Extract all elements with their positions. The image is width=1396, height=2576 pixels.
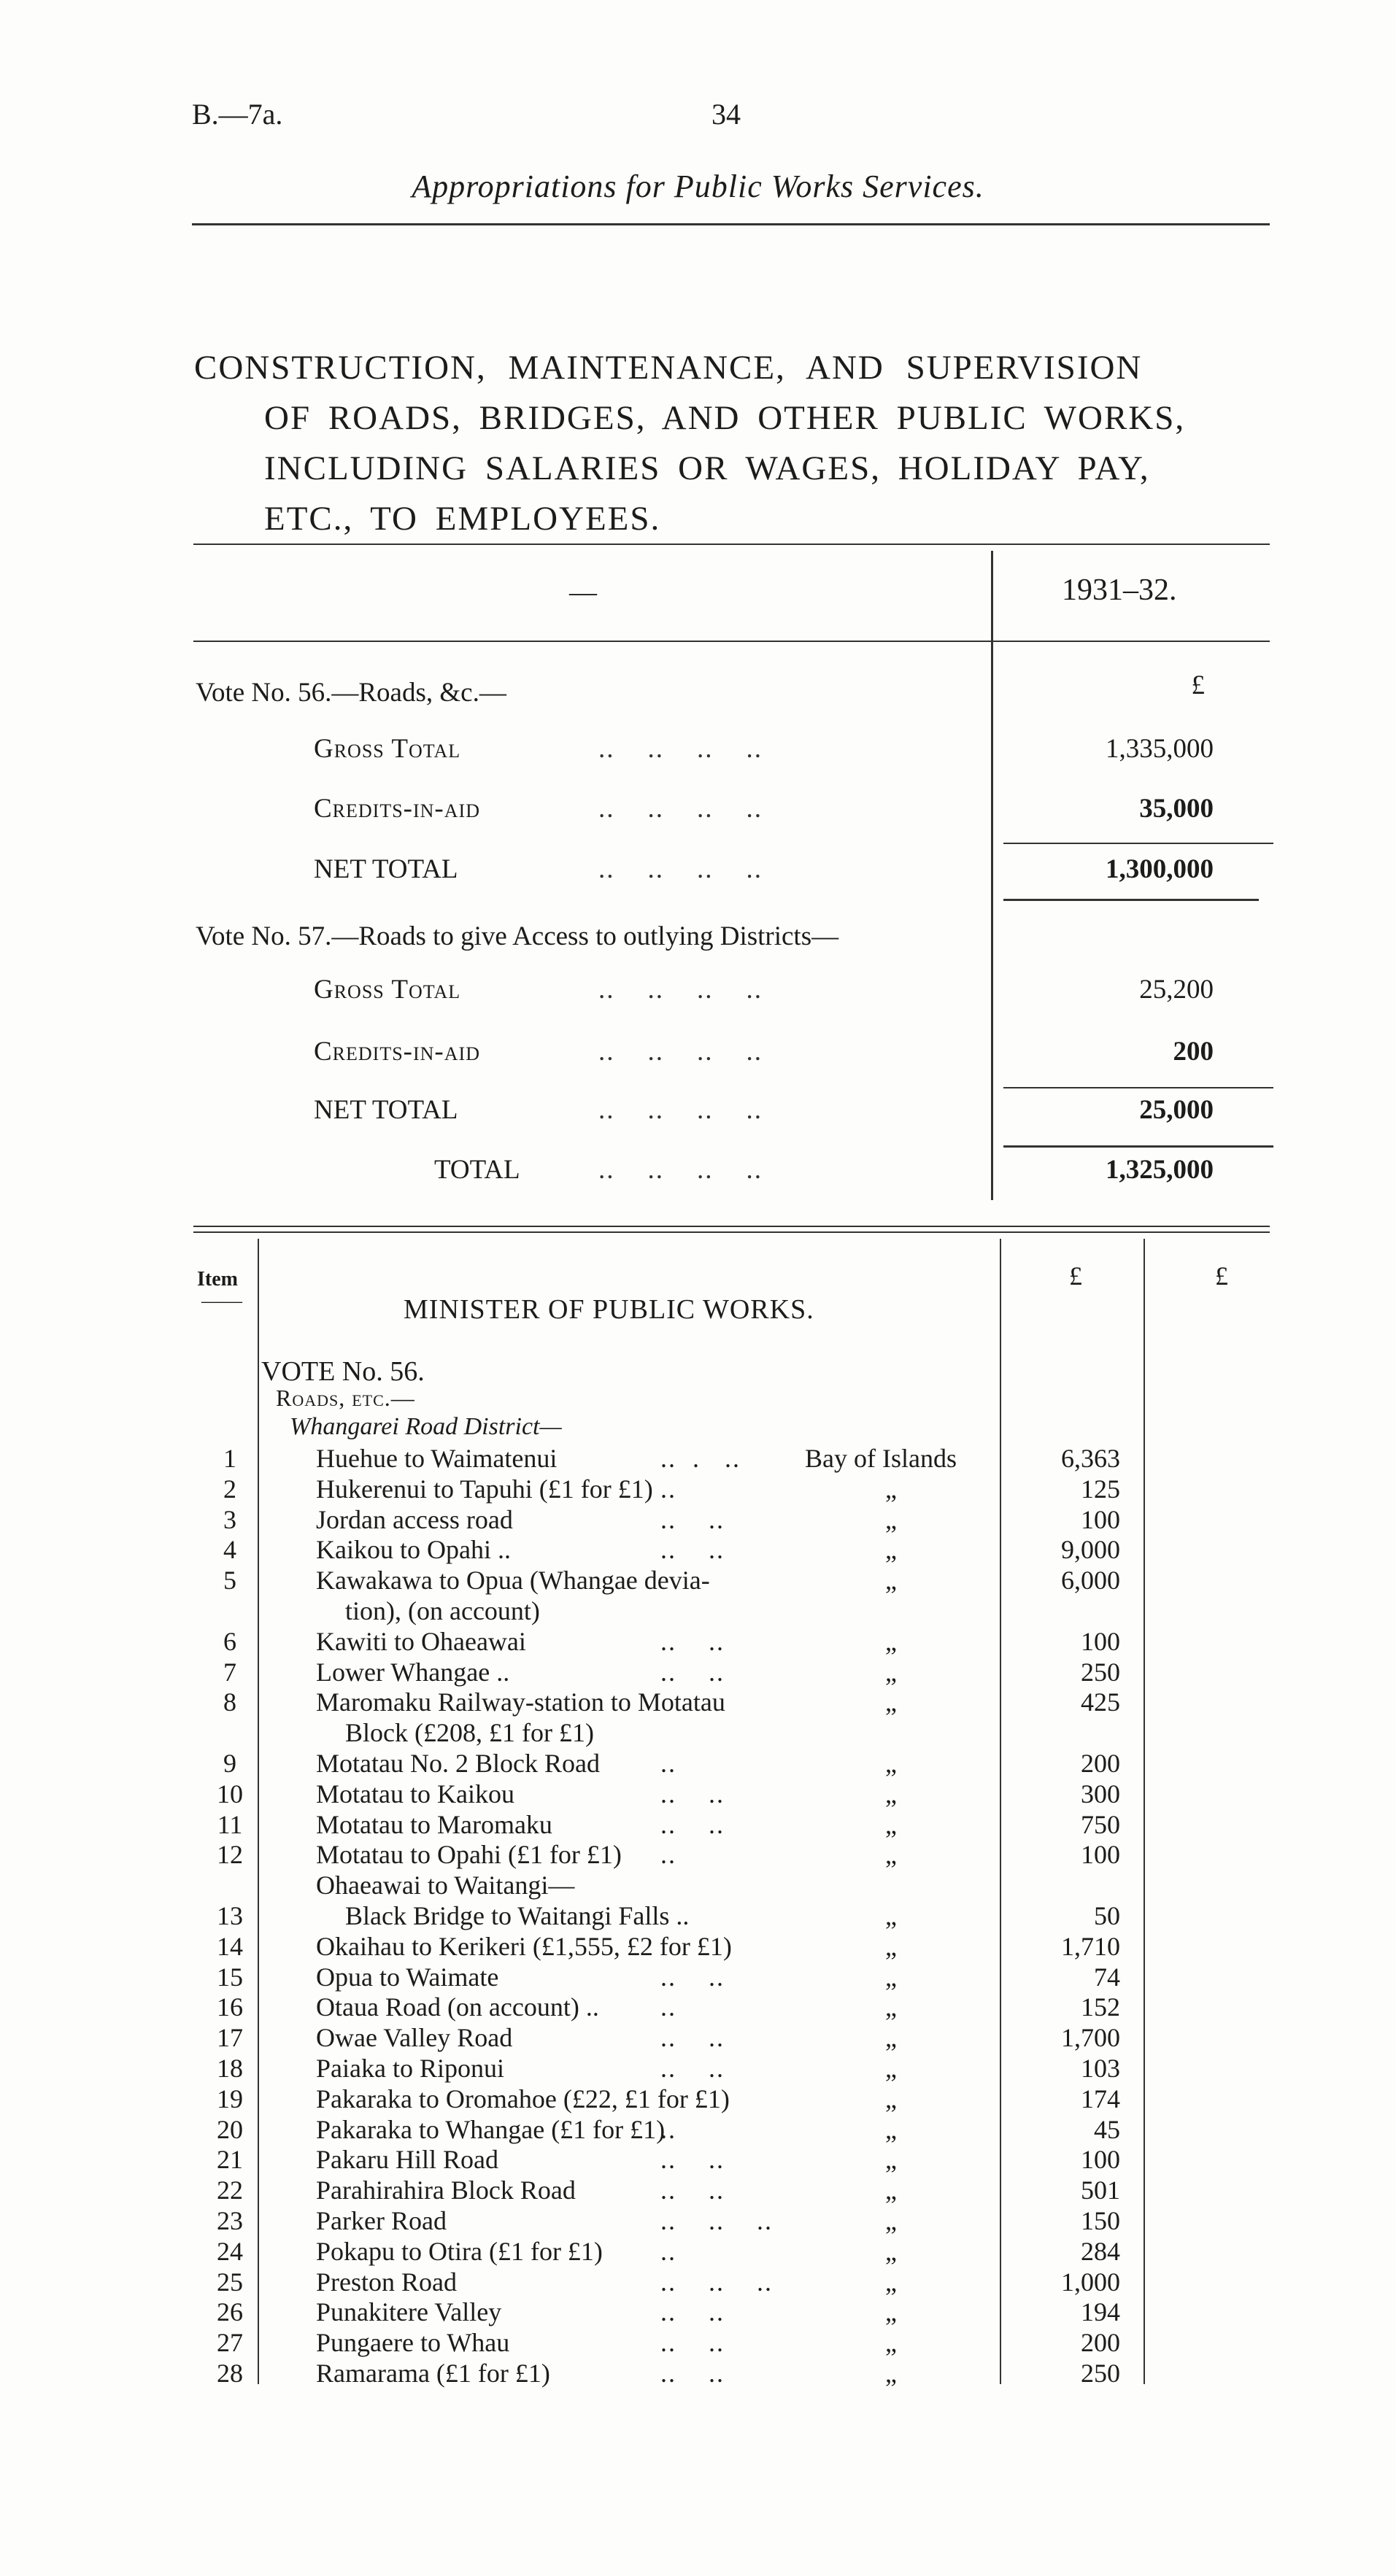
- detail-double-rule-bottom: [193, 1231, 1270, 1233]
- table-row: [0, 1748, 1396, 1779]
- dot-leader: .. ..: [660, 2328, 725, 2358]
- summary-top-rule: [193, 544, 1270, 545]
- vote57-net-rule: [1003, 1087, 1273, 1088]
- table-row: [0, 1900, 1396, 1931]
- item-amount: 200: [1081, 2328, 1120, 2358]
- table-row: [0, 2084, 1396, 2114]
- item-district: „: [885, 1626, 897, 1656]
- header-rule: [192, 223, 1270, 225]
- vote57-credits-label: Credits-in-aid: [314, 1037, 480, 1067]
- heading-line-2: OF ROADS, BRIDGES, AND OTHER PUBLIC WORKS,: [264, 399, 1186, 437]
- table-row: [0, 1931, 1396, 1962]
- dot-leader: ..: [660, 1749, 676, 1778]
- item-amount: 200: [1081, 1749, 1120, 1778]
- detail-double-rule-top: [193, 1226, 1270, 1227]
- item-amount: 174: [1081, 2084, 1120, 2113]
- vote57-net-label: NET TOTAL: [314, 1095, 458, 1125]
- vote56-net-value: 1,300,000: [1106, 854, 1214, 884]
- item-amount: 100: [1081, 1626, 1120, 1656]
- table-row: [0, 2114, 1396, 2145]
- dot-leader: ..: [660, 2114, 676, 2144]
- item-description: Preston Road: [316, 2267, 457, 2297]
- item-description: Opua to Waimate: [316, 1962, 499, 1992]
- dot-leader: .. ..: [660, 1962, 725, 1992]
- item-district: „: [885, 2206, 897, 2235]
- col-item-header: Item: [197, 1268, 238, 1291]
- table-row: [0, 1474, 1396, 1504]
- item-district: „: [885, 2236, 897, 2266]
- dot-leader: .. ..: [660, 2359, 725, 2388]
- item-district: „: [885, 1535, 897, 1565]
- item-district: „: [885, 1504, 897, 1534]
- item-description: Black Bridge to Waitangi Falls ..: [345, 1901, 690, 1930]
- item-amount: 6,363: [1061, 1444, 1120, 1473]
- item-amount: 6,000: [1061, 1566, 1120, 1596]
- district-heading: Whangarei Road District—: [290, 1413, 562, 1440]
- item-number: 23: [217, 2206, 243, 2235]
- item-number: 14: [217, 1931, 243, 1961]
- vote56-net-row: [0, 854, 1396, 897]
- grand-total-row: [0, 1154, 1396, 1198]
- heading-line-1: CONSTRUCTION, MAINTENANCE, AND SUPERVISION: [194, 349, 1143, 387]
- item-amount: 45: [1094, 2114, 1120, 2144]
- item-amount: 100: [1081, 1504, 1120, 1534]
- dot-leader: .. ..: [660, 2175, 725, 2205]
- item-district: „: [885, 2175, 897, 2205]
- item-district: „: [885, 1474, 897, 1504]
- item-district: „: [885, 1687, 897, 1717]
- heading-line-4: ETC., TO EMPLOYEES.: [264, 500, 661, 538]
- dot-leader: .. ..: [660, 2145, 725, 2175]
- vote-heading: VOTE No. 56.: [261, 1356, 425, 1387]
- item-district: „: [885, 1931, 897, 1961]
- table-row: [0, 2297, 1396, 2327]
- summary-col-year: 1931–32.: [1062, 573, 1177, 607]
- table-row: [0, 1565, 1396, 1596]
- item-district: „: [885, 1840, 897, 1870]
- item-description: Parker Road: [316, 2206, 447, 2235]
- item-description: Hukerenui to Tapuhi (£1 for £1): [316, 1474, 653, 1504]
- item-number: 11: [217, 1809, 243, 1839]
- vote56-net-rule: [1003, 843, 1273, 844]
- item-description: Motatau to Opahi (£1 for £1): [316, 1840, 622, 1870]
- table-row: [0, 1534, 1396, 1565]
- table-row: [0, 2327, 1396, 2358]
- dot-leader: .. ..: [660, 2297, 725, 2327]
- dot-leader: .. ..: [660, 1626, 725, 1656]
- item-amount: 152: [1081, 1992, 1120, 2022]
- page-title: Appropriations for Public Works Services.: [412, 169, 984, 204]
- vote56-credits-value: 35,000: [1139, 794, 1214, 824]
- item-description: Lower Whangae ..: [316, 1657, 510, 1687]
- summary-header-rule: [193, 641, 1270, 642]
- dot-leader: .. .. .. ..: [598, 1095, 763, 1125]
- item-district: „: [885, 1962, 897, 1992]
- item-description: Kaikou to Opahi ..: [316, 1535, 511, 1565]
- item-number: 24: [217, 2236, 243, 2266]
- item-amount: 300: [1081, 1779, 1120, 1809]
- item-amount: 750: [1081, 1809, 1120, 1839]
- item-number: 4: [223, 1535, 236, 1565]
- item-district: „: [885, 1749, 897, 1778]
- item-district: „: [885, 2359, 897, 2388]
- item-district: „: [885, 2084, 897, 2113]
- item-description: Jordan access road: [316, 1504, 513, 1534]
- dot-leader: ..: [660, 1840, 676, 1870]
- item-district: „: [885, 1901, 897, 1930]
- vote56-label-row: [0, 677, 1396, 721]
- item-description: Maromaku Railway-station to Motatau: [316, 1687, 725, 1717]
- item-number: 1: [223, 1444, 236, 1473]
- dot-leader: .. ..: [660, 1504, 725, 1534]
- dot-leader: ..: [660, 1474, 676, 1504]
- item-number: 17: [217, 2023, 243, 2053]
- table-row: [0, 2205, 1396, 2236]
- table-row: [0, 1809, 1396, 1840]
- table-row: [0, 1626, 1396, 1657]
- item-description: Okaihau to Kerikeri (£1,555, £2 for £1): [316, 1931, 732, 1961]
- item-description: Owae Valley Road: [316, 2023, 513, 2053]
- item-number: 27: [217, 2328, 243, 2358]
- item-description-continued: Block (£208, £1 for £1): [345, 1718, 594, 1748]
- item-amount: 425: [1081, 1687, 1120, 1717]
- item-description: Motatau to Maromaku: [316, 1809, 552, 1839]
- table-row: [0, 1992, 1396, 2022]
- item-amount: 50: [1094, 1901, 1120, 1930]
- item-amount: 150: [1081, 2206, 1120, 2235]
- item-description: Ramarama (£1 for £1): [316, 2359, 550, 2388]
- item-amount: 250: [1081, 1657, 1120, 1687]
- item-amount: 194: [1081, 2297, 1120, 2327]
- dot-leader: .. ..: [660, 1657, 725, 1687]
- item-district: „: [885, 2023, 897, 2053]
- item-district: „: [885, 1992, 897, 2022]
- dot-leader: .. .. .. ..: [598, 975, 763, 1005]
- grand-total-value: 1,325,000: [1106, 1155, 1214, 1185]
- item-number: 28: [217, 2359, 243, 2388]
- dot-leader: .. .. .. ..: [598, 734, 763, 764]
- vote56-gross-value: 1,335,000: [1106, 734, 1214, 764]
- item-number: 16: [217, 1992, 243, 2022]
- vote57-gross-value: 25,200: [1139, 975, 1214, 1005]
- table-row: [0, 1657, 1396, 1687]
- item-amount: 1,700: [1061, 2023, 1120, 2053]
- item-description: Punakitere Valley: [316, 2297, 502, 2327]
- item-description: Motatau No. 2 Block Road: [316, 1749, 600, 1778]
- table-row: [0, 2358, 1396, 2389]
- dot-leader: .. .. .. ..: [598, 854, 763, 884]
- item-number: 12: [217, 1840, 243, 1870]
- item-number: 6: [223, 1626, 236, 1656]
- item-description: Pokapu to Otira (£1 for £1): [316, 2236, 603, 2266]
- table-row: [0, 2053, 1396, 2084]
- item-district: „: [885, 2297, 897, 2327]
- dot-leader: .. .. ..: [660, 2267, 773, 2297]
- vote56-label: Vote No. 56.—Roads, &c.—: [196, 678, 506, 708]
- item-number: 25: [217, 2267, 243, 2297]
- item-number: 20: [217, 2114, 243, 2144]
- dot-leader: .. .. .. ..: [598, 1155, 763, 1185]
- table-row: [0, 2267, 1396, 2297]
- item-district: „: [885, 2145, 897, 2175]
- vote56-gross-label: Gross Total: [314, 734, 461, 764]
- table-row: [0, 1779, 1396, 1809]
- item-description: Kawiti to Ohaeawai: [316, 1626, 526, 1656]
- table-row: [0, 1839, 1396, 1870]
- vote57-credits-value: 200: [1173, 1037, 1214, 1067]
- summary-currency: £: [1191, 670, 1205, 700]
- item-district: „: [885, 1809, 897, 1839]
- dot-leader: .. .. ..: [660, 2206, 773, 2235]
- item-amount: 250: [1081, 2359, 1120, 2388]
- dot-leader: .. ..: [660, 2023, 725, 2053]
- item-number: 22: [217, 2175, 243, 2205]
- roads-heading: Roads, etc.—: [276, 1385, 415, 1411]
- item-number: 9: [223, 1749, 236, 1778]
- item-description: Paiaka to Riponui: [316, 2054, 504, 2083]
- summary-col-blank: —: [569, 577, 597, 608]
- vote57-gross-label: Gross Total: [314, 975, 461, 1005]
- table-row: [0, 2236, 1396, 2267]
- vote57-net-value: 25,000: [1139, 1095, 1214, 1125]
- dot-leader: .. .. .. ..: [598, 1037, 763, 1067]
- vote57-label-row: [0, 921, 1396, 964]
- item-number: 13: [217, 1901, 243, 1930]
- item-description: Motatau to Kaikou: [316, 1779, 514, 1809]
- item-district: „: [885, 2114, 897, 2144]
- item-description: Pakaraka to Whangae (£1 for £1): [316, 2114, 666, 2144]
- table-row: [0, 1687, 1396, 1717]
- item-amount: 9,000: [1061, 1535, 1120, 1565]
- table-row: [0, 2022, 1396, 2053]
- table-row: [0, 1443, 1396, 1474]
- vote56-net-double-rule: [1003, 899, 1259, 901]
- item-number: 18: [217, 2054, 243, 2083]
- item-amount: 501: [1081, 2175, 1120, 2205]
- item-district: „: [885, 1657, 897, 1687]
- item-amount: 125: [1081, 1474, 1120, 1504]
- dot-leader: .. . ..: [660, 1444, 741, 1473]
- dot-leader: ..: [660, 1992, 676, 2022]
- vote57-credits-row: [0, 1036, 1396, 1080]
- item-district: „: [885, 1779, 897, 1809]
- vote56-gross-row: [0, 733, 1396, 777]
- col-item-dash: ——: [201, 1290, 242, 1312]
- item-description: Kawakawa to Opua (Whangae devia-: [316, 1566, 710, 1596]
- item-number: 2: [223, 1474, 236, 1504]
- vote57-label: Vote No. 57.—Roads to give Access to outlying Districts—: [196, 921, 839, 951]
- item-district: „: [885, 2054, 897, 2083]
- dot-leader: .. ..: [660, 2054, 725, 2083]
- item-number: 19: [217, 2084, 243, 2113]
- table-row: [0, 1504, 1396, 1535]
- item-amount: 1,000: [1061, 2267, 1120, 2297]
- item-description: Parahirahira Block Road: [316, 2175, 576, 2205]
- item-number: 8: [223, 1687, 236, 1717]
- item-amount: 100: [1081, 1840, 1120, 1870]
- vote56-net-label: NET TOTAL: [314, 854, 458, 884]
- vote56-credits-label: Credits-in-aid: [314, 794, 480, 824]
- item-district: „: [885, 1566, 897, 1596]
- item-district: „: [885, 2328, 897, 2358]
- table-row: [0, 2175, 1396, 2205]
- dot-leader: .. ..: [660, 1809, 725, 1839]
- item-number: 7: [223, 1657, 236, 1687]
- item-district: Bay of Islands: [805, 1444, 957, 1473]
- item-description: Huehue to Waimatenui: [316, 1444, 558, 1473]
- item-amount: 103: [1081, 2054, 1120, 2083]
- document-reference: B.—7a.: [192, 98, 283, 131]
- dot-leader: .. ..: [660, 1779, 725, 1809]
- heading-line-3: INCLUDING SALARIES OR WAGES, HOLIDAY PAY,: [264, 449, 1150, 487]
- table-row: [0, 1962, 1396, 1992]
- dot-leader: .. .. .. ..: [598, 794, 763, 824]
- subheading-ohaeawai: Ohaeawai to Waitangi—: [316, 1871, 575, 1900]
- col-currency-1: £: [1069, 1261, 1082, 1291]
- item-description-continued: tion), (on account): [345, 1596, 540, 1625]
- page-number: 34: [712, 98, 741, 131]
- item-number: 26: [217, 2297, 243, 2327]
- item-number: 10: [217, 1779, 243, 1809]
- item-district: „: [885, 2267, 897, 2297]
- total-rule: [1003, 1145, 1273, 1148]
- dot-leader: .. ..: [660, 1535, 725, 1565]
- item-amount: 74: [1094, 1962, 1120, 1992]
- item-number: 21: [217, 2145, 243, 2175]
- item-number: 5: [223, 1566, 236, 1596]
- item-amount: 1,710: [1061, 1931, 1120, 1961]
- vote56-credits-row: [0, 793, 1396, 837]
- item-number: 3: [223, 1504, 236, 1534]
- item-description: Pungaere to Whau: [316, 2328, 510, 2358]
- item-number: 15: [217, 1962, 243, 1992]
- item-description: Otaua Road (on account) ..: [316, 1992, 599, 2022]
- col-currency-2: £: [1215, 1261, 1228, 1291]
- item-description: Pakaraka to Oromahoe (£22, £1 for £1): [316, 2084, 730, 2113]
- minister-heading: MINISTER OF PUBLIC WORKS.: [404, 1294, 814, 1325]
- section-heading: [194, 343, 1289, 544]
- vote57-gross-row: [0, 974, 1396, 1018]
- grand-total-label: TOTAL: [434, 1155, 520, 1185]
- item-amount: 100: [1081, 2145, 1120, 2175]
- vote57-net-row: [0, 1094, 1396, 1138]
- dot-leader: ..: [660, 2236, 676, 2266]
- item-description: Pakaru Hill Road: [316, 2145, 498, 2175]
- table-row: [0, 2144, 1396, 2175]
- item-amount: 284: [1081, 2236, 1120, 2266]
